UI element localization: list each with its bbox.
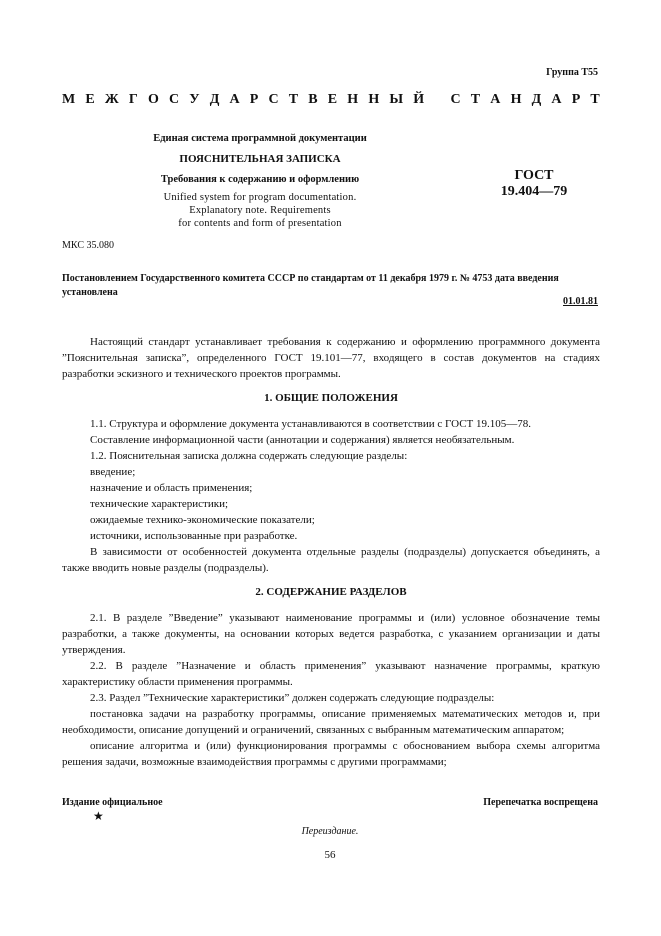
header-letter: А: [490, 92, 501, 107]
group-label: Группа Т55: [546, 67, 598, 78]
header-letter: О: [147, 92, 159, 107]
decree-date: 01.01.81: [563, 296, 598, 307]
header-letter: Ж: [104, 92, 119, 107]
gost-number: 19.404—79: [500, 184, 568, 199]
header-letter: Т: [288, 92, 299, 107]
decree-text: Постановлением Государственного комитета СССР по стандартам от 11 декабря 1979 г. № 4753 дата введения установлена: [62, 273, 559, 298]
header-letter: А: [229, 92, 240, 107]
document-body: [62, 334, 600, 770]
standard-header: [62, 92, 600, 108]
title-english-2: Explanatory note. Requirements: [189, 205, 331, 216]
para-2-3-a: постановка задачи на разработку программы, описание применяемых математических методов и, при необходимости, описание допущений и ограничений, связанных с выбранным математическим аппаратом;: [62, 708, 600, 736]
para-2-1: 2.1. В разделе ”Введение” указывают наименование программы и (или) условное обозначение темы разработки, а также документы, на основании которых ведется разработка, с указанием организации и даты утверждения.: [62, 612, 600, 656]
gost-designation: [478, 168, 590, 200]
header-letter: А: [551, 92, 562, 107]
reprint-label: Перепечатка воспрещена: [483, 797, 598, 808]
intro-paragraph: Настоящий стандарт устанавливает требования к содержанию и оформлению программного документа ”Пояснительная записка”, определенного ГОСТ 19.101—77, входящего в состав документов на стадиях разработки эскизного и технического проектов программы.: [62, 336, 600, 380]
header-letter: Е: [327, 92, 338, 107]
list-item: ожидаемые технико-экономические показатели;: [90, 514, 315, 526]
page-number: 56: [324, 849, 336, 861]
header-letter: С: [268, 92, 279, 107]
section-2-heading: 2. СОДЕРЖАНИЕ РАЗДЕЛОВ: [255, 586, 407, 598]
list-item: источники, использованные при разработке.: [90, 530, 298, 542]
title-english-3: for contents and form of presentation: [178, 218, 342, 229]
header-letter: Н: [368, 92, 380, 107]
header-letter: Й: [413, 92, 425, 107]
header-letter: С: [450, 92, 461, 107]
header-letter: Р: [571, 92, 581, 107]
para-1-1: 1.1. Структура и оформление документа устанавливаются в соответствии с ГОСТ 19.105—78.: [90, 418, 531, 430]
list-item: назначение и область применения;: [90, 482, 253, 494]
header-letter: В: [308, 92, 318, 107]
edition-label: Издание официальное: [62, 797, 163, 808]
reissue-note: Переиздание.: [301, 826, 359, 837]
title-requirements: Требования к содержанию и оформлению: [160, 174, 360, 185]
title-english-1: Unified system for program documentation.: [163, 192, 357, 203]
header-letter: Н: [510, 92, 522, 107]
para-1-2-note: В зависимости от особенностей документа отдельные разделы (подразделы) допускается объединять, а также вводить новые разделы (подразделы).: [62, 546, 600, 574]
para-2-3-b: описание алгоритма и (или) функционирования программы с обоснованием выбора схемы алгоритма решения задачи, возможные взаимодействия программы с другими программами;: [62, 740, 600, 768]
para-1-1-note: Составление информационной части (аннотации и содержания) является необязательным.: [90, 434, 515, 446]
title-document: ПОЯСНИТЕЛЬНАЯ ЗАПИСКА: [179, 153, 341, 165]
header-letter: Г: [128, 92, 138, 107]
para-1-2: 1.2. Пояснительная записка должна содержать следующие разделы:: [90, 450, 408, 462]
list-item: технические характеристики;: [90, 498, 229, 510]
header-letter: Д: [531, 92, 542, 107]
header-letter: Р: [249, 92, 259, 107]
para-2-2: 2.2. В разделе ”Назначение и область применения” указывают назначение программы, краткую характеристику области применения программы.: [62, 660, 600, 688]
section-1-heading: 1. ОБЩИЕ ПОЛОЖЕНИЯ: [264, 392, 398, 404]
header-letter: М: [62, 92, 76, 107]
header-letter: Д: [209, 92, 220, 107]
para-2-3: 2.3. Раздел ”Технические характеристики” должен содержать следующие подразделы:: [90, 692, 495, 704]
header-letter: Н: [347, 92, 359, 107]
gost-label: ГОСТ: [514, 168, 554, 183]
header-letter: С: [169, 92, 180, 107]
header-letter: Т: [470, 92, 481, 107]
title-block: [132, 133, 388, 230]
title-system: Единая система программной документации: [153, 133, 367, 144]
header-letter: [434, 92, 440, 108]
star-icon: ★: [93, 809, 104, 823]
header-letter: Е: [85, 92, 95, 107]
list-item: введение;: [90, 466, 136, 478]
header-letter: Т: [590, 92, 600, 107]
mks-code: МКС 35.080: [62, 240, 114, 251]
header-letter: Ы: [389, 92, 404, 107]
header-letter: У: [189, 92, 200, 107]
